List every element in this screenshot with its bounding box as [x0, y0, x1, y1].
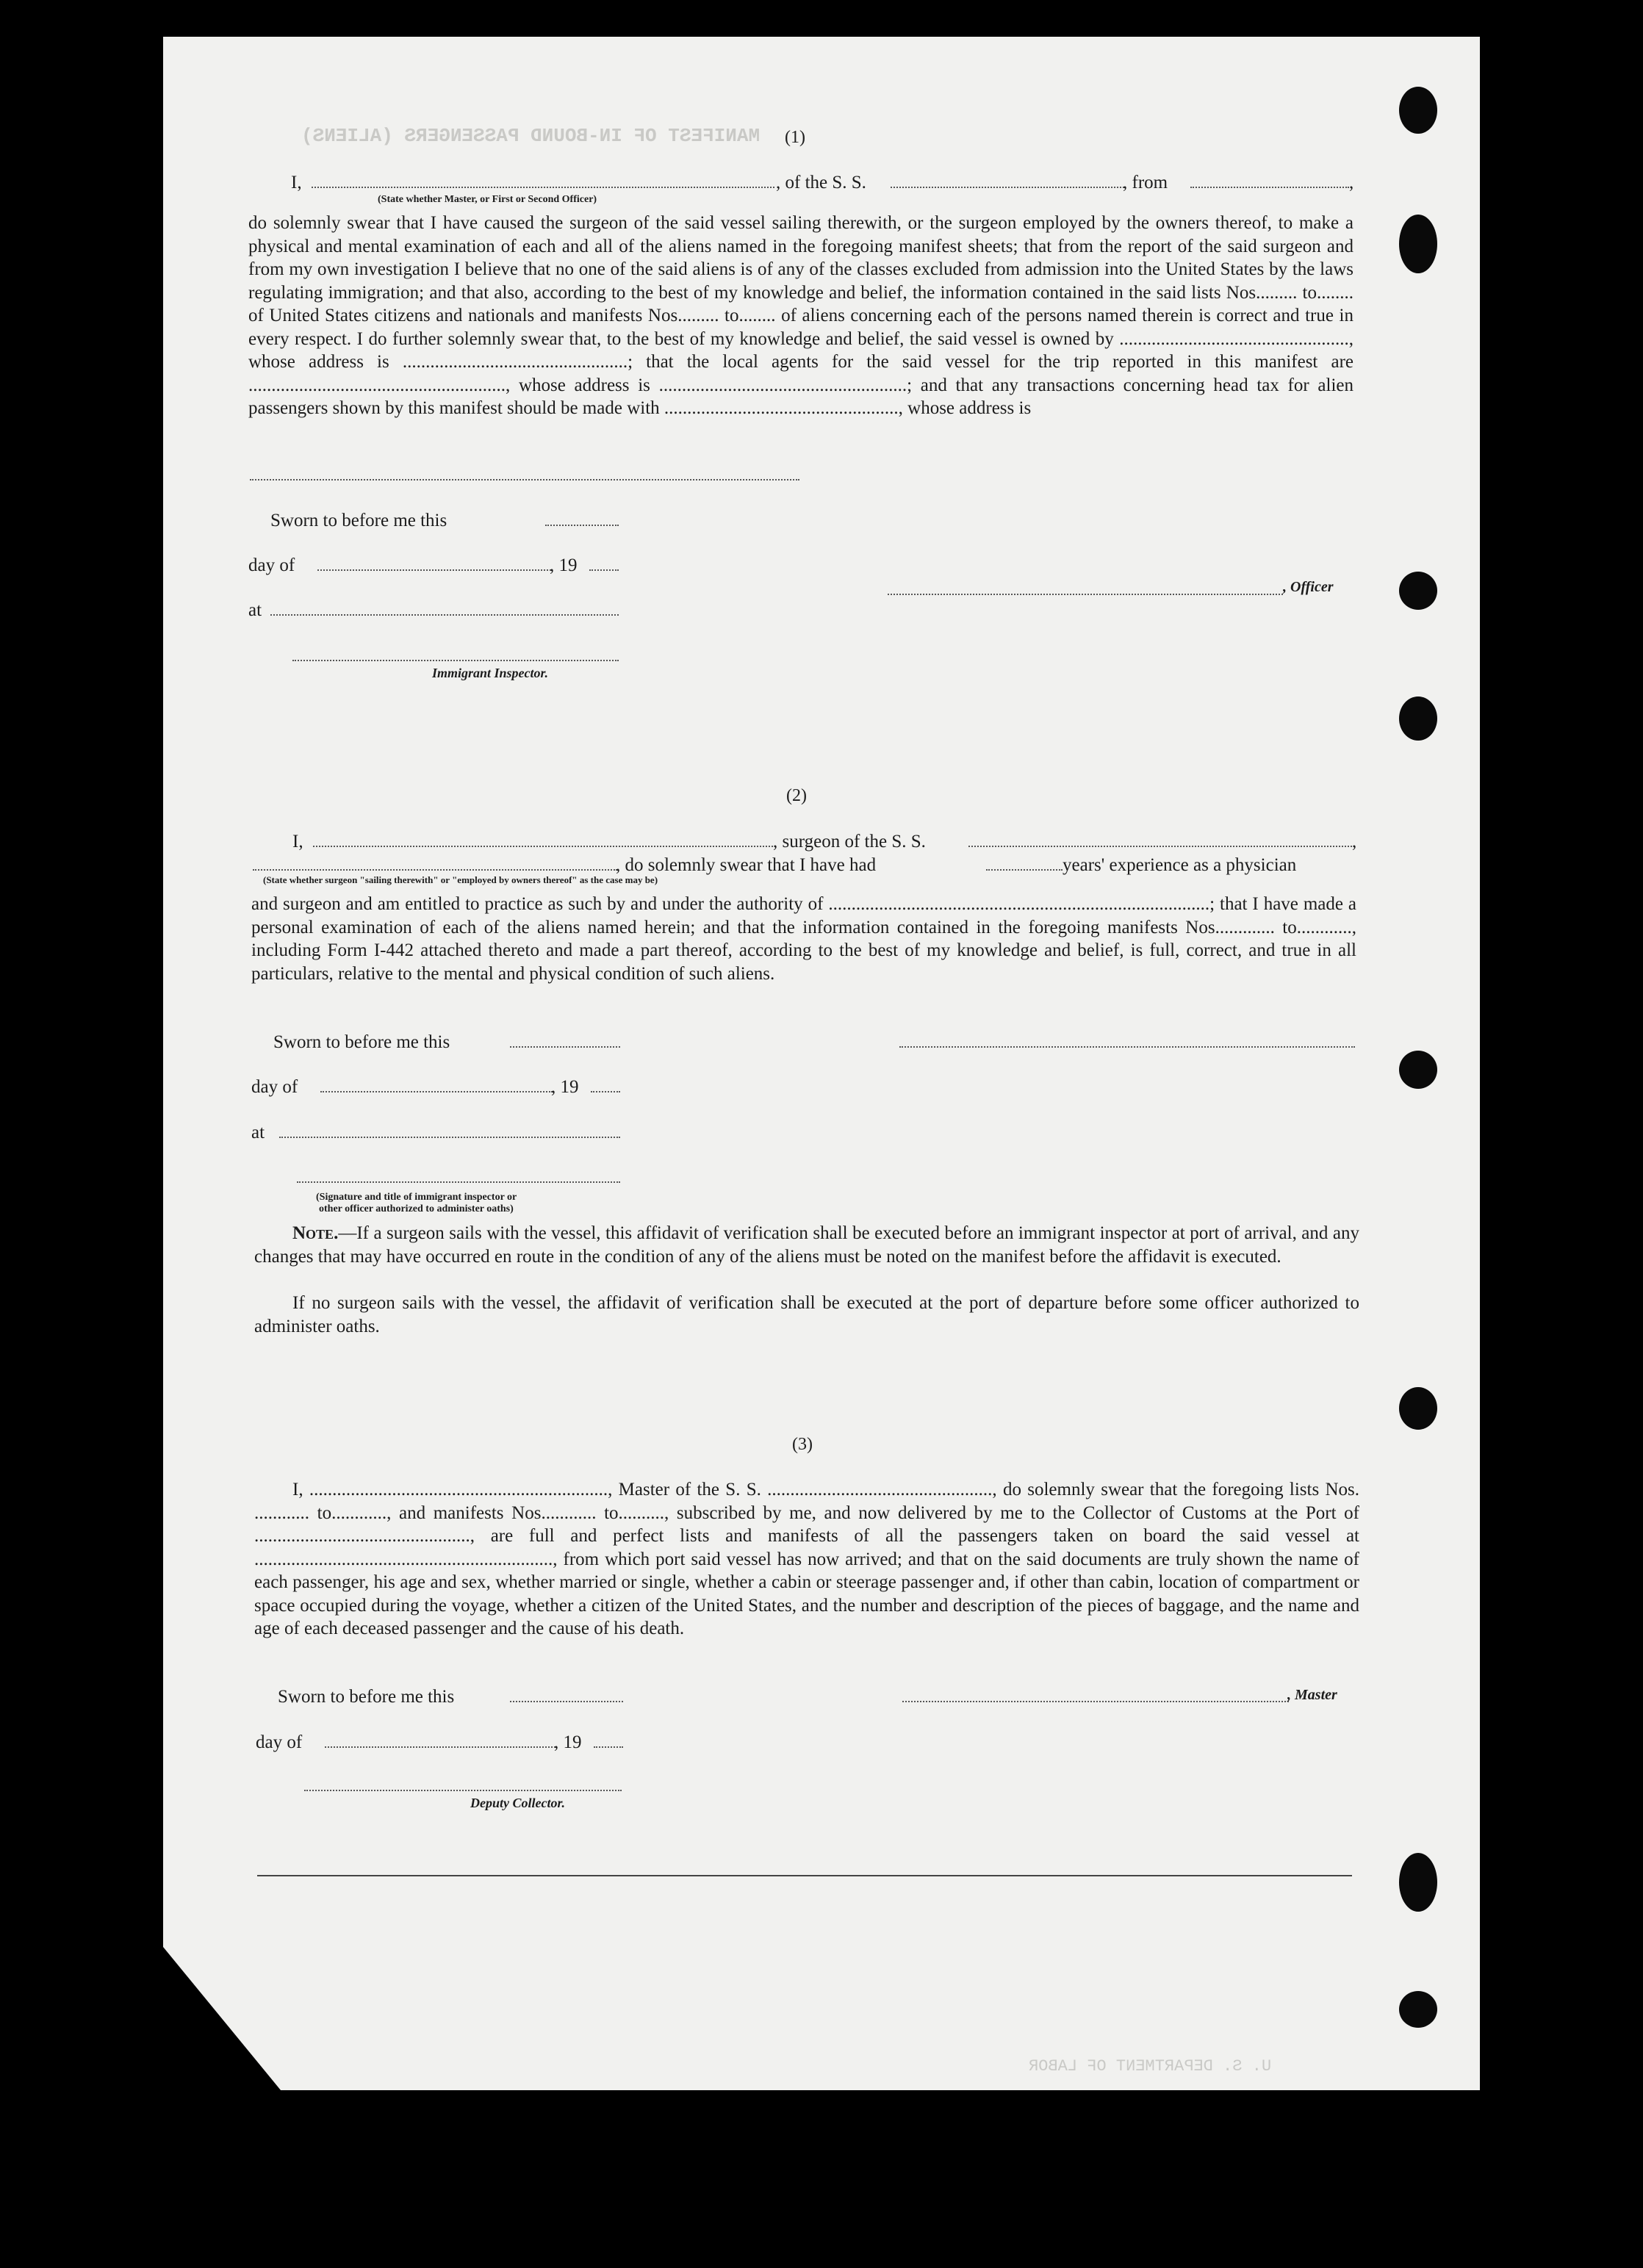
binder-hole: [1399, 1991, 1437, 2028]
section-1-address-continuation[interactable]: [250, 479, 799, 480]
master-signature-line[interactable]: [902, 1701, 1289, 1702]
officer-label: , Officer: [1283, 579, 1334, 595]
section-1-year-label: , 19: [550, 555, 578, 575]
surgeon-status-field[interactable]: [253, 869, 617, 871]
section-1-day-field[interactable]: [317, 569, 551, 571]
bottom-rule: [257, 1875, 1352, 1876]
officer-name-field[interactable]: [312, 187, 774, 188]
section-1-at-label: at: [248, 600, 262, 620]
section-2-line1-mid: , surgeon of the S. S.: [773, 832, 926, 852]
inspector-signature-line-2[interactable]: [297, 1181, 620, 1183]
officer-signature-line[interactable]: [888, 594, 1283, 595]
binder-hole: [1399, 215, 1437, 273]
section-3-paragraph: I, ................................................................., Master of the S. S. ................................................., do solemnly swear that the foregoing lists Nos. ............ to............, and manifests Nos............ to.........., subscribed by me, and now delivered by me to the Collector of Customs at the Port of ..............................................., are full and perfect lists and manifests of all the passengers taken on board the said vessel at ................................................................., from which port said vessel has now arrived; and that on the said documents are truly shown the name of each passenger, his age and sex, whether married or single, whether a cabin or steerage passenger and, if other than cabin, location of compartment or space occupied during the voyage, whether a citizen of the United States, and the number and description of the pieces of baggage, and the name and age of each deceased passenger and the cause of his death.: [254, 1480, 1359, 1638]
section-1-line1-from: , from: [1123, 173, 1168, 192]
section-2-day-field[interactable]: [320, 1091, 553, 1092]
section-2-at-label: at: [251, 1123, 265, 1142]
officer-caption: (State whether Master, or First or Second Officer): [378, 194, 597, 205]
inspector-signature-line[interactable]: [292, 660, 619, 661]
section-2-signature-line[interactable]: [899, 1046, 1355, 1048]
section-2-sworn-label: Sworn to before me this: [273, 1032, 450, 1052]
bleed-through-header: MANIFEST OF IN-BOUND PASSENGERS (ALIENS): [301, 125, 761, 147]
binder-hole: [1399, 696, 1437, 741]
section-1-line1-i: I,: [291, 173, 302, 192]
section-1-day-label: day of: [248, 555, 295, 575]
section-3-day-field[interactable]: [325, 1746, 556, 1748]
binder-hole: [1399, 1853, 1437, 1912]
section-1-paragraph: do solemnly swear that I have caused the surgeon of the said vessel sailing therewith, or the surgeon employed by the owners thereof, to make a physical and mental examination of each and all of the aliens named in the foregoing manifest sheets; that from the report of the said surgeon and from my own investigation I believe that no one of the said aliens is of any of the classes excluded from admission into the United States by the laws regulating immigration; and that also, according to the best of my knowledge and belief, the information contained in the said lists Nos......... to........ of United States citizens and nationals and manifests Nos......... to........ of aliens concerning each of the persons named therein is correct and true in every respect. I do further solemnly swear that, to the best of my knowledge and belief, the said vessel is owned by .................................................., whose address is .................................................; that the local agents for the said vessel for the trip reported in this manifest are ........................................................, whose address is ......................................................; and that any transactions concerning head tax for alien passengers shown by this manifest should be made with ..................................................., whose address is: [248, 213, 1353, 418]
signature-caption-1: (Signature and title of immigrant inspector or: [316, 1192, 517, 1203]
immigrant-inspector-label: Immigrant Inspector.: [432, 666, 549, 680]
surgeon-name-field[interactable]: [313, 846, 773, 847]
signature-caption-2: other officer authorized to administer oaths): [319, 1203, 514, 1214]
note-text-1: —If a surgeon sails with the vessel, this affidavit of verification shall be executed before an immigrant inspector at port of arrival, and any changes that may have occurred en route in the condition of any of the aliens must be noted on the manifest before the affidavit is executed.: [254, 1223, 1359, 1267]
section-2-day-label: day of: [251, 1077, 298, 1097]
master-label: , Master: [1287, 1687, 1337, 1703]
section-2-at-field[interactable]: [279, 1137, 620, 1138]
section-2-year-field[interactable]: [591, 1091, 620, 1092]
section-2-vessel-field[interactable]: [968, 846, 1352, 847]
collector-signature-line[interactable]: [304, 1790, 622, 1791]
section-1-number: (1): [785, 128, 805, 147]
section-3-sworn-label: Sworn to before me this: [278, 1687, 455, 1707]
note-label: Note.: [292, 1223, 339, 1243]
section-1-line1-comma: ,: [1349, 173, 1354, 192]
deputy-collector-label: Deputy Collector.: [470, 1796, 565, 1810]
section-1-sworn-field[interactable]: [545, 525, 619, 526]
bleed-through-footer: U. S. DEPARTMENT OF LABOR: [1029, 2057, 1272, 2076]
note-paragraph-2: If no surgeon sails with the vessel, the affidavit of verification shall be executed at the port of departure before some officer authorized to administer oaths.: [254, 1293, 1359, 1336]
binder-hole: [1399, 87, 1437, 134]
note-paragraph: [254, 1222, 1359, 1268]
section-3-sworn-field[interactable]: [510, 1701, 623, 1702]
section-2-paragraph: and surgeon and am entitled to practice as such by and under the authority of ...................................................................................; that I have made a personal examination of each of the aliens named herein; and that the information contained in the foregoing manifests Nos............. to............, including Form I-442 attached thereto and made a part thereof, according to the best of my knowledge and belief, is full, correct, and true in all particulars, relative to the mental and physical condition of such aliens.: [251, 894, 1356, 984]
section-3-number: (3): [792, 1435, 813, 1454]
section-3-year-field[interactable]: [594, 1746, 623, 1748]
section-2-line1-comma: ,: [1352, 832, 1357, 852]
section-3-day-label: day of: [256, 1732, 303, 1752]
section-1-at-field[interactable]: [270, 614, 619, 616]
binder-hole: [1399, 1387, 1437, 1430]
section-3-year-label: , 19: [554, 1732, 582, 1752]
section-2-line2-end: years' experience as a physician: [1063, 855, 1297, 875]
section-1-year-field[interactable]: [589, 569, 619, 571]
section-2-line1-i: I,: [292, 832, 303, 852]
from-port-field[interactable]: [1190, 187, 1349, 188]
surgeon-caption: (State whether surgeon "sailing therewith" or "employed by owners thereof" as the case may be): [263, 874, 658, 885]
section-2-line2-text: , do solemnly swear that I have had: [616, 855, 877, 875]
binder-hole: [1399, 1051, 1437, 1089]
section-2-number: (2): [786, 786, 807, 805]
section-2-year-label: , 19: [551, 1077, 579, 1097]
section-1-sworn-label: Sworn to before me this: [270, 511, 447, 530]
vessel-name-field[interactable]: [891, 187, 1124, 188]
section-2-sworn-field[interactable]: [510, 1046, 620, 1048]
binder-hole: [1399, 572, 1437, 610]
section-1-line1-mid: , of the S. S.: [776, 173, 866, 192]
years-experience-field[interactable]: [986, 869, 1063, 871]
